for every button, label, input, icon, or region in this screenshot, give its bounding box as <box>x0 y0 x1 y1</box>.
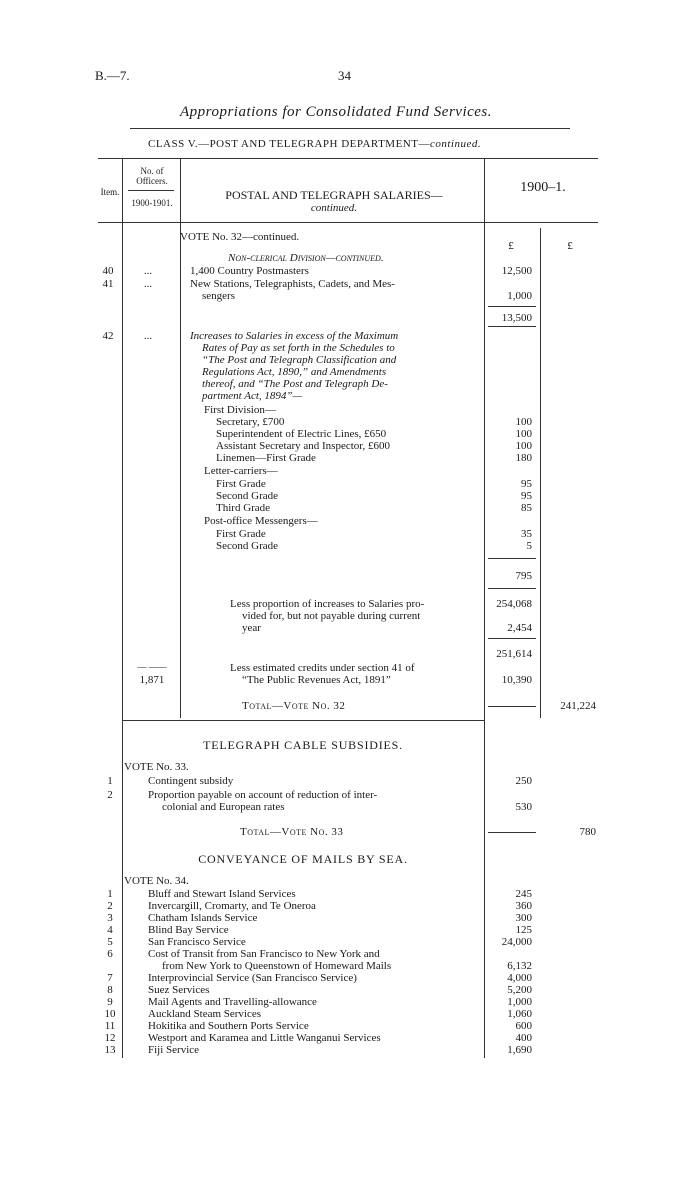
line-item-text: New Stations, Telegraphists, Cadets, and Mes- <box>190 278 395 290</box>
less-credits-amount: 10,390 <box>501 674 532 686</box>
line-item-amount: 360 <box>515 900 532 912</box>
header-bottom-rule <box>98 222 598 223</box>
item-number: 40 <box>102 265 114 277</box>
line-item-amount: 100 <box>515 440 532 452</box>
total-rule <box>488 832 536 833</box>
subtotal-rule <box>488 306 536 307</box>
column-divider-amount2 <box>540 228 541 718</box>
item-number: 2 <box>107 900 113 912</box>
line-item-text: Fiji Service <box>148 1044 200 1056</box>
line-item-amount: 300 <box>515 912 532 924</box>
column-divider-item <box>122 158 123 1058</box>
subtotal-rule <box>488 638 536 639</box>
first-division-heading: First Division— <box>204 404 276 416</box>
line-item-text: Linemen—First Grade <box>216 452 316 464</box>
post-office-messengers-heading: Post-office Messengers— <box>204 515 318 527</box>
officers-year-header: 1900-1901. <box>131 198 173 208</box>
line-item-amount: 530 <box>515 801 532 813</box>
pound-sign-col2: £ <box>567 240 573 252</box>
title-rule <box>130 128 570 129</box>
line-item-text: Suez Services <box>148 984 210 996</box>
telegraph-cable-subsidies-heading: TELEGRAPH CABLE SUBSIDIES. <box>203 738 403 752</box>
class-heading-main: CLASS V.—POST AND TELEGRAPH DEPARTMENT— <box>148 138 430 150</box>
subtotal-amount: 795 <box>515 570 532 582</box>
item-number: 5 <box>107 936 113 948</box>
line-item-amount: 5,200 <box>507 984 532 996</box>
item-number: 1 <box>107 775 113 787</box>
item-column-header: Item. <box>100 187 120 197</box>
subtotal-amount: 13,500 <box>501 312 532 324</box>
line-item-amount: 245 <box>515 888 532 900</box>
line-item-amount: 6,132 <box>507 960 532 972</box>
line-item-text: Secretary, £700 <box>216 416 285 428</box>
line-item-amount: 24,000 <box>501 936 532 948</box>
item-number: 4 <box>107 924 113 936</box>
item-number: 7 <box>107 972 113 984</box>
line-item-text: Chatham Islands Service <box>148 912 258 924</box>
item-number: 1 <box>107 888 113 900</box>
officers-total: 1,871 <box>139 674 165 686</box>
officers-count: ... <box>143 278 153 290</box>
line-item-amount: 5 <box>526 540 532 552</box>
line-item-amount: 125 <box>515 924 532 936</box>
less-proportion-text: Less proportion of increases to Salaries pro- <box>230 598 425 610</box>
table-top-rule <box>98 158 598 159</box>
column-divider-amount1 <box>484 158 485 1058</box>
total-rule <box>488 706 536 707</box>
item-number: 12 <box>104 1032 116 1044</box>
item42-text: “The Post and Telegraph Classification and <box>202 354 397 366</box>
item-number: 42 <box>102 330 114 342</box>
line-item-amount: 1,000 <box>507 290 532 302</box>
year-column-header: 1900–1. <box>520 180 566 195</box>
line-item-text: 1,400 Country Postmasters <box>190 265 309 277</box>
item42-text: thereof, and “The Post and Telegraph De- <box>202 378 388 390</box>
item42-text: partment Act, 1894”— <box>202 390 303 402</box>
pound-sign-col1: £ <box>508 240 514 252</box>
vote32-total-label: Total—Vote No. 32 <box>242 700 346 712</box>
line-item-text: Westport and Karamea and Little Wanganui Services <box>148 1032 381 1044</box>
line-item-text: San Francisco Service <box>148 936 246 948</box>
less-credits-text: Less estimated credits under section 41 of <box>230 662 415 674</box>
line-item-text: Interprovincial Service (San Francisco Service) <box>148 972 357 984</box>
item-number: 41 <box>102 278 114 290</box>
subtotal-amount: 251,614 <box>496 648 532 660</box>
line-item-amount: 250 <box>515 775 532 787</box>
item-number: 13 <box>104 1044 116 1056</box>
line-item-amount: 180 <box>515 452 532 464</box>
page-title: Appropriations for Consolidated Fund Services. <box>180 104 493 120</box>
line-item-amount: 1,000 <box>507 996 532 1008</box>
class-heading <box>148 138 481 150</box>
item-number: 8 <box>107 984 113 996</box>
item42-text: Rates of Pay as set forth in the Schedules to <box>202 342 395 354</box>
line-item-text: Second Grade <box>216 490 279 502</box>
subtotal-rule <box>488 588 536 589</box>
line-item-text: Invercargill, Cromarty, and Te Oneroa <box>148 900 316 912</box>
item-number: 3 <box>107 912 113 924</box>
officers-count: ... <box>143 265 153 277</box>
line-item-text-cont: sengers <box>202 290 235 302</box>
vote33-heading: VOTE No. 33. <box>124 761 189 773</box>
page-number: 34 <box>338 68 351 83</box>
officers-header-rule <box>128 190 174 191</box>
line-item-text: Mail Agents and Travelling-allowance <box>148 996 317 1008</box>
non-clerical-division-heading: Non-clerical Division—continued. <box>228 252 384 264</box>
letter-carriers-heading: Letter-carriers— <box>204 465 278 477</box>
item-number: 6 <box>107 948 113 960</box>
line-item-amount: 100 <box>515 428 532 440</box>
less-proportion-amount: 2,454 <box>507 622 532 634</box>
less-proportion-text: year <box>242 622 261 634</box>
line-item-text: Superintendent of Electric Lines, £650 <box>216 428 387 440</box>
line-item-text: Bluff and Stewart Island Services <box>148 888 296 900</box>
vote33-total-label: Total—Vote No. 33 <box>240 826 344 838</box>
line-item-text: Proportion payable on account of reduction of inter- <box>148 789 378 801</box>
item-number: 2 <box>107 789 113 801</box>
line-item-text-cont: colonial and European rates <box>162 801 285 813</box>
officers-count: ... <box>143 330 153 342</box>
item-number: 11 <box>104 1020 116 1032</box>
item42-text: Increases to Salaries in excess of the Maximum <box>190 330 399 342</box>
line-item-amount: 400 <box>515 1032 532 1044</box>
line-item-text: Hokitika and Southern Ports Service <box>148 1020 309 1032</box>
line-item-amount: 35 <box>521 528 532 540</box>
line-item-amount: 95 <box>521 490 532 502</box>
line-item-text: First Grade <box>216 478 266 490</box>
vote34-heading: VOTE No. 34. <box>124 875 189 887</box>
class-heading-continued: continued. <box>429 138 482 150</box>
line-item-amount: 1,690 <box>507 1044 532 1056</box>
conveyance-of-mails-heading: CONVEYANCE OF MAILS BY SEA. <box>198 852 408 866</box>
vote32-total-amount: 241,224 <box>560 700 596 712</box>
line-item-amount: 85 <box>521 502 532 514</box>
item-number: 10 <box>104 1008 116 1020</box>
line-item-text: Auckland Steam Services <box>148 1008 262 1020</box>
line-item-text: First Grade <box>216 528 266 540</box>
line-item-text: Blind Bay Service <box>148 924 229 936</box>
line-item-amount: 1,060 <box>507 1008 532 1020</box>
line-item-text-cont: from New York to Queenstown of Homeward Mails <box>162 960 392 972</box>
officers-dash: — —— <box>137 662 167 672</box>
item-number: 9 <box>107 996 113 1008</box>
officers-column-header: No. of Officers. <box>136 166 168 186</box>
vote32-bottom-rule <box>122 720 484 721</box>
less-proportion-text: vided for, but not payable during current <box>242 610 421 622</box>
line-item-amount: 12,500 <box>501 265 532 277</box>
line-item-amount: 4,000 <box>507 972 532 984</box>
subtotal-rule <box>488 558 536 559</box>
vote33-total-amount: 780 <box>579 826 596 838</box>
line-item-text: Contingent subsidy <box>148 775 234 787</box>
line-item-text: Assistant Secretary and Inspector, £600 <box>216 440 390 452</box>
section-title: POSTAL AND TELEGRAPH SALARIES— <box>225 188 443 202</box>
line-item-text: Cost of Transit from San Francisco to New York and <box>148 948 380 960</box>
line-item-text: Third Grade <box>216 502 271 514</box>
subtotal-rule <box>488 326 536 327</box>
less-credits-text: “The Public Revenues Act, 1891” <box>242 674 391 686</box>
line-item-text: Second Grade <box>216 540 279 552</box>
section-title-continued: continued. <box>310 202 358 214</box>
vote32-heading: VOTE No. 32—continued. <box>180 231 300 243</box>
line-item-amount: 95 <box>521 478 532 490</box>
item42-text: Regulations Act, 1890,” and Amendments <box>202 366 387 378</box>
line-item-amount: 100 <box>515 416 532 428</box>
document-reference: B.—7. <box>95 68 130 83</box>
total-before-less-amount: 254,068 <box>496 598 532 610</box>
line-item-amount: 600 <box>515 1020 532 1032</box>
